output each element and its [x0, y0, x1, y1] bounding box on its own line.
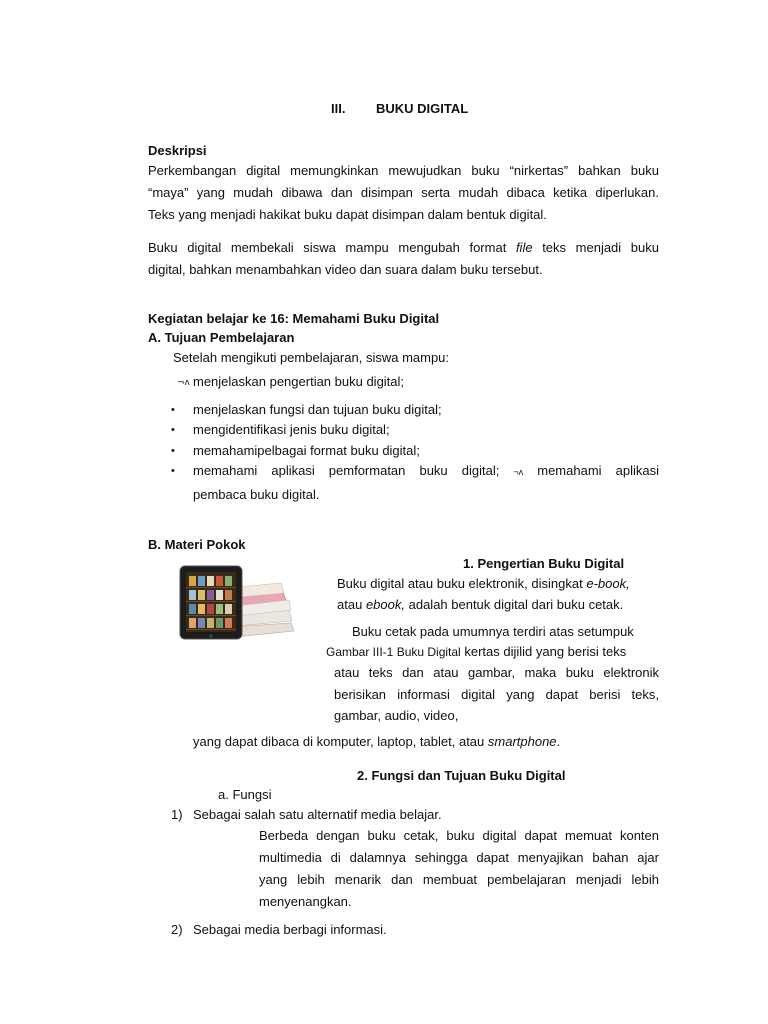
section-a-heading: A. Tujuan Pembelajaran: [148, 330, 295, 345]
fungsi-2-text: Sebagai media berbagi informasi.: [193, 922, 387, 937]
figure-caption: Gambar III-1 Buku Digital: [326, 645, 461, 659]
kegiatan-heading: Kegiatan belajar ke 16: Memahami Buku Digital: [148, 311, 440, 326]
deskripsi-p2-line-2: digital, bahkan menambahkan video dan suara dalam buku tersebut.: [148, 262, 543, 277]
sub1-line-8: yang dapat dibaca di komputer, laptop, tablet, atau smartphone.: [193, 734, 561, 749]
chapter-title: BUKU DIGITAL: [376, 101, 469, 116]
deskripsi-heading: Deskripsi: [148, 143, 207, 158]
sub1-line-7: gambar, audio, video,: [334, 708, 459, 723]
chapter-number: III.: [331, 101, 346, 116]
fungsi-1-desc-1: Berbeda dengan buku cetak, buku digital dapat memuat konten: [259, 828, 659, 843]
tujuan-item-4: memahamipelbagai format buku digital;: [193, 443, 420, 458]
bullet-icon: •: [171, 404, 175, 416]
list-symbol: ¬ʌ: [513, 467, 524, 477]
fungsi-1-text: Sebagai salah satu alternatif media belajar.: [193, 807, 442, 822]
tujuan-item-1: menjelaskan pengertian buku digital;: [193, 374, 405, 389]
deskripsi-line-1: Perkembangan digital memungkinkan mewujudkan buku “nirkertas” bahkan buku: [148, 163, 659, 178]
sub1-line-2: atau ebook, adalah bentuk digital dari buku cetak.: [337, 597, 624, 612]
bullet-icon: •: [171, 465, 175, 477]
list-symbol: ¬ʌ: [177, 378, 190, 388]
deskripsi-p2-line-1: Buku digital membekali siswa mampu mengubah format file teks menjadi buku: [148, 240, 659, 255]
section-b-heading: B. Materi Pokok: [148, 537, 246, 552]
fungsi-label: a. Fungsi: [218, 787, 272, 802]
bullet-icon: •: [171, 424, 175, 436]
tujuan-intro: Setelah mengikuti pembelajaran, siswa mampu:: [173, 350, 450, 365]
deskripsi-line-3: Teks yang menjadi hakikat buku dapat disimpan dalam bentuk digital.: [148, 207, 547, 222]
sub2-heading: 2. Fungsi dan Tujuan Buku Digital: [357, 768, 566, 783]
tujuan-item-2: menjelaskan fungsi dan tujuan buku digital;: [193, 402, 442, 417]
sub1-line-3: Buku cetak pada umumnya terdiri atas setumpuk: [352, 624, 634, 639]
sub1-line-5: atau teks dan atau gambar, maka buku elektronik: [334, 665, 659, 680]
tujuan-item-3: mengidentifikasi jenis buku digital;: [193, 422, 390, 437]
sub1-heading: 1. Pengertian Buku Digital: [463, 556, 625, 571]
fungsi-1-desc-4: menyenangkan.: [259, 894, 352, 909]
sub1-line-1: Buku digital atau buku elektronik, disingkat e-book,: [337, 576, 630, 591]
tujuan-item-5-cont: pembaca buku digital.: [193, 487, 320, 502]
sub1-line-6: berisikan informasi digital yang dapat berisi teks,: [334, 687, 659, 702]
fungsi-1-desc-3: yang lebih menarik dan membuat pembelajaran menjadi lebih: [259, 872, 659, 887]
fungsi-2-number: 2): [171, 922, 183, 937]
sub1-line-4: Gambar III-1 Buku Digital kertas dijilid yang berisi teks: [326, 644, 627, 659]
fungsi-1-number: 1): [171, 807, 183, 822]
deskripsi-line-2: “maya” yang mudah dibawa dan disimpan serta mudah dibaca ketika diperlukan.: [148, 185, 659, 200]
bullet-icon: •: [171, 445, 175, 457]
ebook-tablet-image: [179, 563, 297, 641]
tujuan-item-5: memahami aplikasi pemformatan buku digital; ¬ʌ memahami aplikasi: [193, 463, 659, 478]
fungsi-1-desc-2: multimedia di dalamnya sehingga dapat menyajikan bahan ajar: [259, 850, 659, 865]
